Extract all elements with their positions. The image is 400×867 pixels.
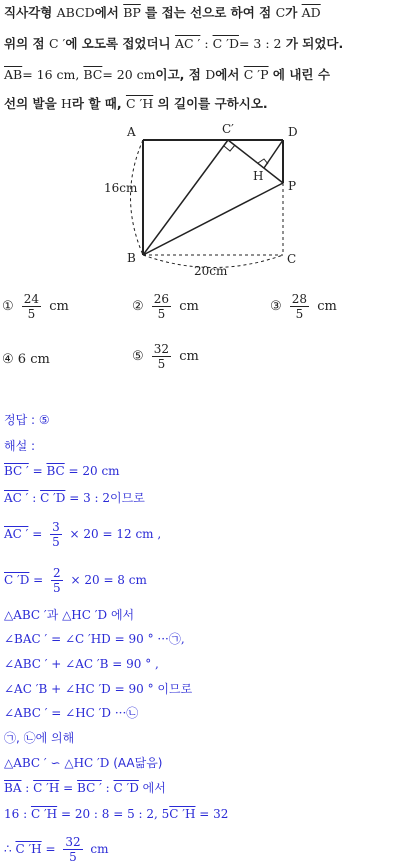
solution-line-2: AC ′ : C ′D = 3 : 2이므로 bbox=[4, 491, 145, 505]
label-16cm: 16cm bbox=[104, 181, 138, 195]
label-p: P bbox=[288, 179, 297, 193]
solution-line-10: ㉠, ㉡에 의해 bbox=[4, 731, 75, 745]
solution-line-9: ∠ABC ′ = ∠HC ′D ···㉡ bbox=[4, 706, 139, 720]
choice-1[interactable]: ① $\frac{24}{5}$ cm bbox=[2, 292, 69, 321]
segment-bp bbox=[143, 183, 283, 255]
solution-line-5: △ABC ′과 △HC ′D 에서 bbox=[4, 608, 135, 622]
question-line-3: $\overline{AB}= 16$ cm, $\overline{BC}= 20$ cm이고, 점 D에서 C ′P 에 내린 수 bbox=[4, 67, 330, 82]
label-b: B bbox=[127, 251, 136, 265]
arc-16cm bbox=[131, 140, 144, 255]
segment-bc-prime bbox=[143, 140, 228, 255]
solution-line-8: ∠AC ′B + ∠HC ′D = 90 ° 이므로 bbox=[4, 682, 193, 696]
solution-line-7: ∠ABC ′ + ∠AC ′B = 90 ° , bbox=[4, 657, 159, 671]
label-20cm: 20cm bbox=[194, 264, 228, 278]
right-angle-c-prime bbox=[224, 145, 235, 151]
choice-4[interactable]: ④ 6 cm bbox=[2, 352, 50, 367]
segment-dh bbox=[264, 140, 283, 168]
solution-line-13: 16 : C ′H = 20 : 8 = 5 : 2, 5C ′H = 32 bbox=[4, 807, 229, 821]
choice-3[interactable]: ③ $\frac{28}{5}$ cm bbox=[270, 292, 337, 321]
label-d: D bbox=[288, 125, 298, 139]
explanation-heading: 해설 : bbox=[4, 439, 36, 453]
question-line-1: 직사각형 ABCD에서 $\overline{BP}$ 를 접는 선으로 하여 점 C가 $\overline{AD}$ bbox=[4, 5, 321, 20]
question-line-4: 선의 발을 H라 할 때, C ′H 의 길이를 구하시오. bbox=[4, 96, 268, 111]
answer-line: 정답 : ⑤ bbox=[4, 413, 50, 427]
label-a: A bbox=[127, 125, 136, 139]
solution-line-14: ∴ C ′H = $\frac{32}{5}$ cm bbox=[4, 835, 109, 864]
solution-line-1: BC ′ = $\overline{BC} = 20$ cm bbox=[4, 464, 120, 478]
label-c-prime: C′ bbox=[222, 122, 234, 136]
question-line-2: 위의 점 C ′에 오도록 접었더니 AC ′ : C ′D= 3 : 2 가 되었다. bbox=[4, 36, 344, 51]
label-c: C bbox=[287, 252, 297, 266]
solution-line-4: C ′D = $\frac{2}{5}$ × 20 = 8 cm bbox=[4, 566, 147, 595]
solution-line-6: ∠BAC ′ = ∠C ′HD = 90 ° ···㉠, bbox=[4, 632, 185, 646]
choice-5[interactable]: ⑤ $\frac{32}{5}$ cm bbox=[132, 342, 199, 371]
solution-line-11: △ABC ′ ∽ △HC ′D (AA닮음) bbox=[4, 756, 163, 770]
solution-line-3: AC ′ = $\frac{3}{5}$ × 20 = 12 cm , bbox=[4, 520, 162, 549]
answer-value: ⑤ bbox=[38, 413, 50, 427]
label-h: H bbox=[253, 169, 264, 183]
geometry-figure bbox=[0, 118, 400, 278]
solution-line-12: $\overline{BA}$ : C ′H = BC ′ : C ′D 에서 bbox=[4, 781, 166, 795]
choice-2[interactable]: ② $\frac{26}{5}$ cm bbox=[132, 292, 199, 321]
